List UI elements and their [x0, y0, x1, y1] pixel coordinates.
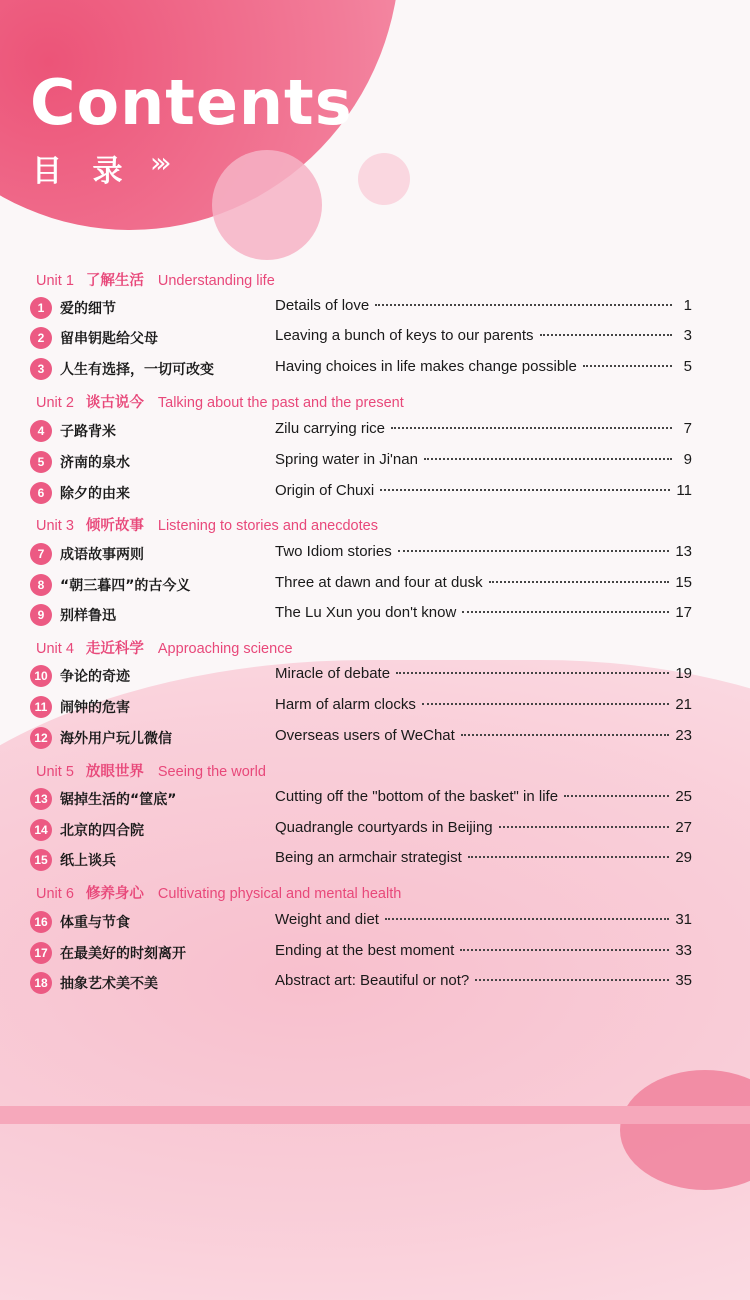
dot-leader: [564, 795, 669, 797]
entry-en-title: Leaving a bunch of keys to our parents: [275, 327, 534, 344]
toc-entry[interactable]: [30, 450, 692, 474]
dot-leader: [398, 550, 670, 552]
toc-entry[interactable]: [30, 357, 692, 381]
entry-number-badge: 4: [30, 420, 52, 442]
entry-en-title: Overseas users of WeChat: [275, 727, 455, 744]
entry-number-badge: 12: [30, 727, 52, 749]
entry-zh-title: 北京的四合院: [60, 823, 144, 839]
dot-leader: [583, 365, 672, 367]
dot-leader: [489, 581, 670, 583]
entry-number-badge: 8: [30, 574, 52, 596]
entry-number-badge: 10: [30, 665, 52, 687]
entry-en-title: Harm of alarm clocks: [275, 696, 416, 713]
dot-leader: [375, 304, 672, 306]
entry-page-number: 35: [675, 972, 692, 989]
entry-zh-title: 别样鲁迅: [60, 608, 116, 624]
dot-leader: [468, 856, 670, 858]
toc-entry[interactable]: [30, 603, 692, 627]
unit-label: Unit 3: [36, 518, 74, 534]
entry-en-title: Origin of Chuxi: [275, 482, 375, 499]
entry-number-badge: 16: [30, 911, 52, 933]
toc-entry[interactable]: [30, 910, 692, 934]
unit-label: Unit 6: [36, 886, 74, 902]
entry-en-title: Weight and diet: [275, 911, 379, 928]
unit-en-title: Seeing the world: [157, 764, 266, 780]
entry-zh-title: 留串钥匙给父母: [60, 331, 158, 347]
entry-number-badge: 18: [30, 972, 52, 994]
entry-page-number: 13: [675, 543, 692, 560]
entry-zh-title: 济南的泉水: [60, 455, 130, 471]
entry-zh-title: 锯掉生活的“筐底”: [60, 792, 177, 808]
unit-zh-title: 倾听故事: [85, 518, 144, 534]
entry-zh-title: 子路背米: [60, 424, 116, 440]
entry-page-number: 7: [683, 420, 692, 437]
toc-entry[interactable]: [30, 419, 692, 443]
entry-en-title: Miracle of debate: [275, 665, 391, 682]
dot-leader: [396, 672, 669, 674]
entry-en-title: Details of love: [275, 297, 370, 314]
page-title: Contents: [30, 66, 353, 139]
entry-en-title: Ending at the best moment: [275, 942, 455, 959]
unit-heading: [36, 391, 404, 412]
entry-number-badge: 9: [30, 604, 52, 626]
entry-en-title: Cutting off the "bottom of the basket" in life: [275, 788, 559, 805]
toc-entry[interactable]: [30, 542, 692, 566]
unit-en-title: Talking about the past and the present: [157, 395, 404, 411]
entry-page-number: 21: [675, 696, 692, 713]
toc-entry[interactable]: [30, 941, 692, 965]
entry-number-badge: 5: [30, 451, 52, 473]
unit-zh-title: 谈古说今: [85, 395, 144, 411]
entry-number-badge: 14: [30, 819, 52, 841]
toc-entry[interactable]: [30, 848, 692, 872]
unit-label: Unit 5: [36, 764, 74, 780]
toc-entry[interactable]: [30, 726, 692, 750]
entry-en-title: Three at dawn and four at dusk: [275, 574, 483, 591]
toc-entry[interactable]: [30, 296, 692, 320]
decor-circle-small: [358, 153, 410, 205]
entry-number-badge: 7: [30, 543, 52, 565]
entry-page-number: 15: [675, 574, 692, 591]
dot-leader: [540, 334, 672, 336]
unit-heading: [36, 882, 401, 903]
entry-page-number: 19: [675, 665, 692, 682]
toc-entry[interactable]: [30, 818, 692, 842]
entry-page-number: 1: [683, 297, 692, 314]
entry-page-number: 25: [675, 788, 692, 805]
entry-page-number: 31: [675, 911, 692, 928]
entry-number-badge: 1: [30, 297, 52, 319]
entry-en-title: Spring water in Ji'nan: [275, 451, 418, 468]
entry-zh-title: 除夕的由来: [60, 486, 130, 502]
dot-leader: [475, 979, 669, 981]
entry-page-number: 29: [675, 849, 692, 866]
dot-leader: [462, 611, 669, 613]
toc-entry[interactable]: [30, 573, 692, 597]
entry-page-number: 9: [683, 451, 692, 468]
entry-page-number: 5: [683, 358, 692, 375]
unit-heading: [36, 760, 266, 781]
entry-number-badge: 6: [30, 482, 52, 504]
unit-zh-title: 放眼世界: [85, 764, 144, 780]
entry-page-number: 23: [675, 727, 692, 744]
entry-zh-title: 闹钟的危害: [60, 700, 130, 716]
toc-entry[interactable]: [30, 481, 692, 505]
unit-zh-title: 修养身心: [85, 886, 144, 902]
entry-zh-title: 爱的细节: [60, 301, 116, 317]
entry-zh-title: 纸上谈兵: [60, 853, 116, 869]
unit-zh-title: 走近科学: [85, 641, 144, 657]
dot-leader: [385, 918, 669, 920]
dot-leader: [380, 489, 670, 491]
entry-number-badge: 11: [30, 696, 52, 718]
dot-leader: [422, 703, 669, 705]
unit-en-title: Listening to stories and anecdotes: [157, 518, 378, 534]
entry-number-badge: 15: [30, 849, 52, 871]
unit-label: Unit 2: [36, 395, 74, 411]
toc-entry[interactable]: [30, 326, 692, 350]
dot-leader: [460, 949, 669, 951]
entry-number-badge: 17: [30, 942, 52, 964]
decor-circle: [212, 150, 322, 260]
unit-heading: [36, 269, 275, 290]
entry-page-number: 17: [675, 604, 692, 621]
dot-leader: [391, 427, 672, 429]
entry-page-number: 11: [676, 482, 692, 499]
bottom-strip: [0, 1106, 750, 1124]
entry-number-badge: 13: [30, 788, 52, 810]
entry-en-title: Quadrangle courtyards in Beijing: [275, 819, 493, 836]
unit-en-title: Approaching science: [157, 641, 293, 657]
entry-zh-title: 体重与节食: [60, 915, 130, 931]
entry-page-number: 27: [675, 819, 692, 836]
entry-en-title: Being an armchair strategist: [275, 849, 462, 866]
entry-zh-title: 人生有选择，一切可改变: [60, 362, 214, 378]
unit-zh-title: 了解生活: [85, 273, 144, 289]
entry-zh-title: 海外用户玩儿微信: [60, 731, 172, 747]
entry-en-title: The Lu Xun you don't know: [275, 604, 457, 621]
unit-heading: [36, 637, 293, 658]
arrows-icon: ›››: [150, 146, 166, 179]
unit-label: Unit 1: [36, 273, 74, 289]
entry-zh-title: 抽象艺术美不美: [60, 976, 158, 992]
entry-page-number: 3: [683, 327, 692, 344]
unit-en-title: Cultivating physical and mental health: [157, 886, 402, 902]
entry-number-badge: 3: [30, 358, 52, 380]
entry-number-badge: 2: [30, 327, 52, 349]
entry-page-number: 33: [675, 942, 692, 959]
page-subtitle: 目 录: [32, 154, 133, 189]
entry-zh-title: 成语故事两则: [60, 547, 144, 563]
entry-zh-title: 在最美好的时刻离开: [60, 946, 186, 962]
unit-heading: [36, 514, 378, 535]
entry-en-title: Zilu carrying rice: [275, 420, 386, 437]
dot-leader: [461, 734, 670, 736]
toc-entry[interactable]: [30, 664, 692, 688]
toc-entry[interactable]: [30, 787, 692, 811]
entry-en-title: Abstract art: Beautiful or not?: [275, 972, 470, 989]
dot-leader: [499, 826, 670, 828]
toc-entry[interactable]: [30, 695, 692, 719]
unit-label: Unit 4: [36, 641, 74, 657]
entry-zh-title: “朝三暮四”的古今义: [60, 578, 191, 594]
entry-zh-title: 争论的奇迹: [60, 669, 130, 685]
dot-leader: [424, 458, 672, 460]
entry-en-title: Having choices in life makes change possible: [275, 358, 577, 375]
entry-en-title: Two Idiom stories: [275, 543, 392, 560]
toc-entry[interactable]: [30, 971, 692, 995]
unit-en-title: Understanding life: [157, 273, 275, 289]
